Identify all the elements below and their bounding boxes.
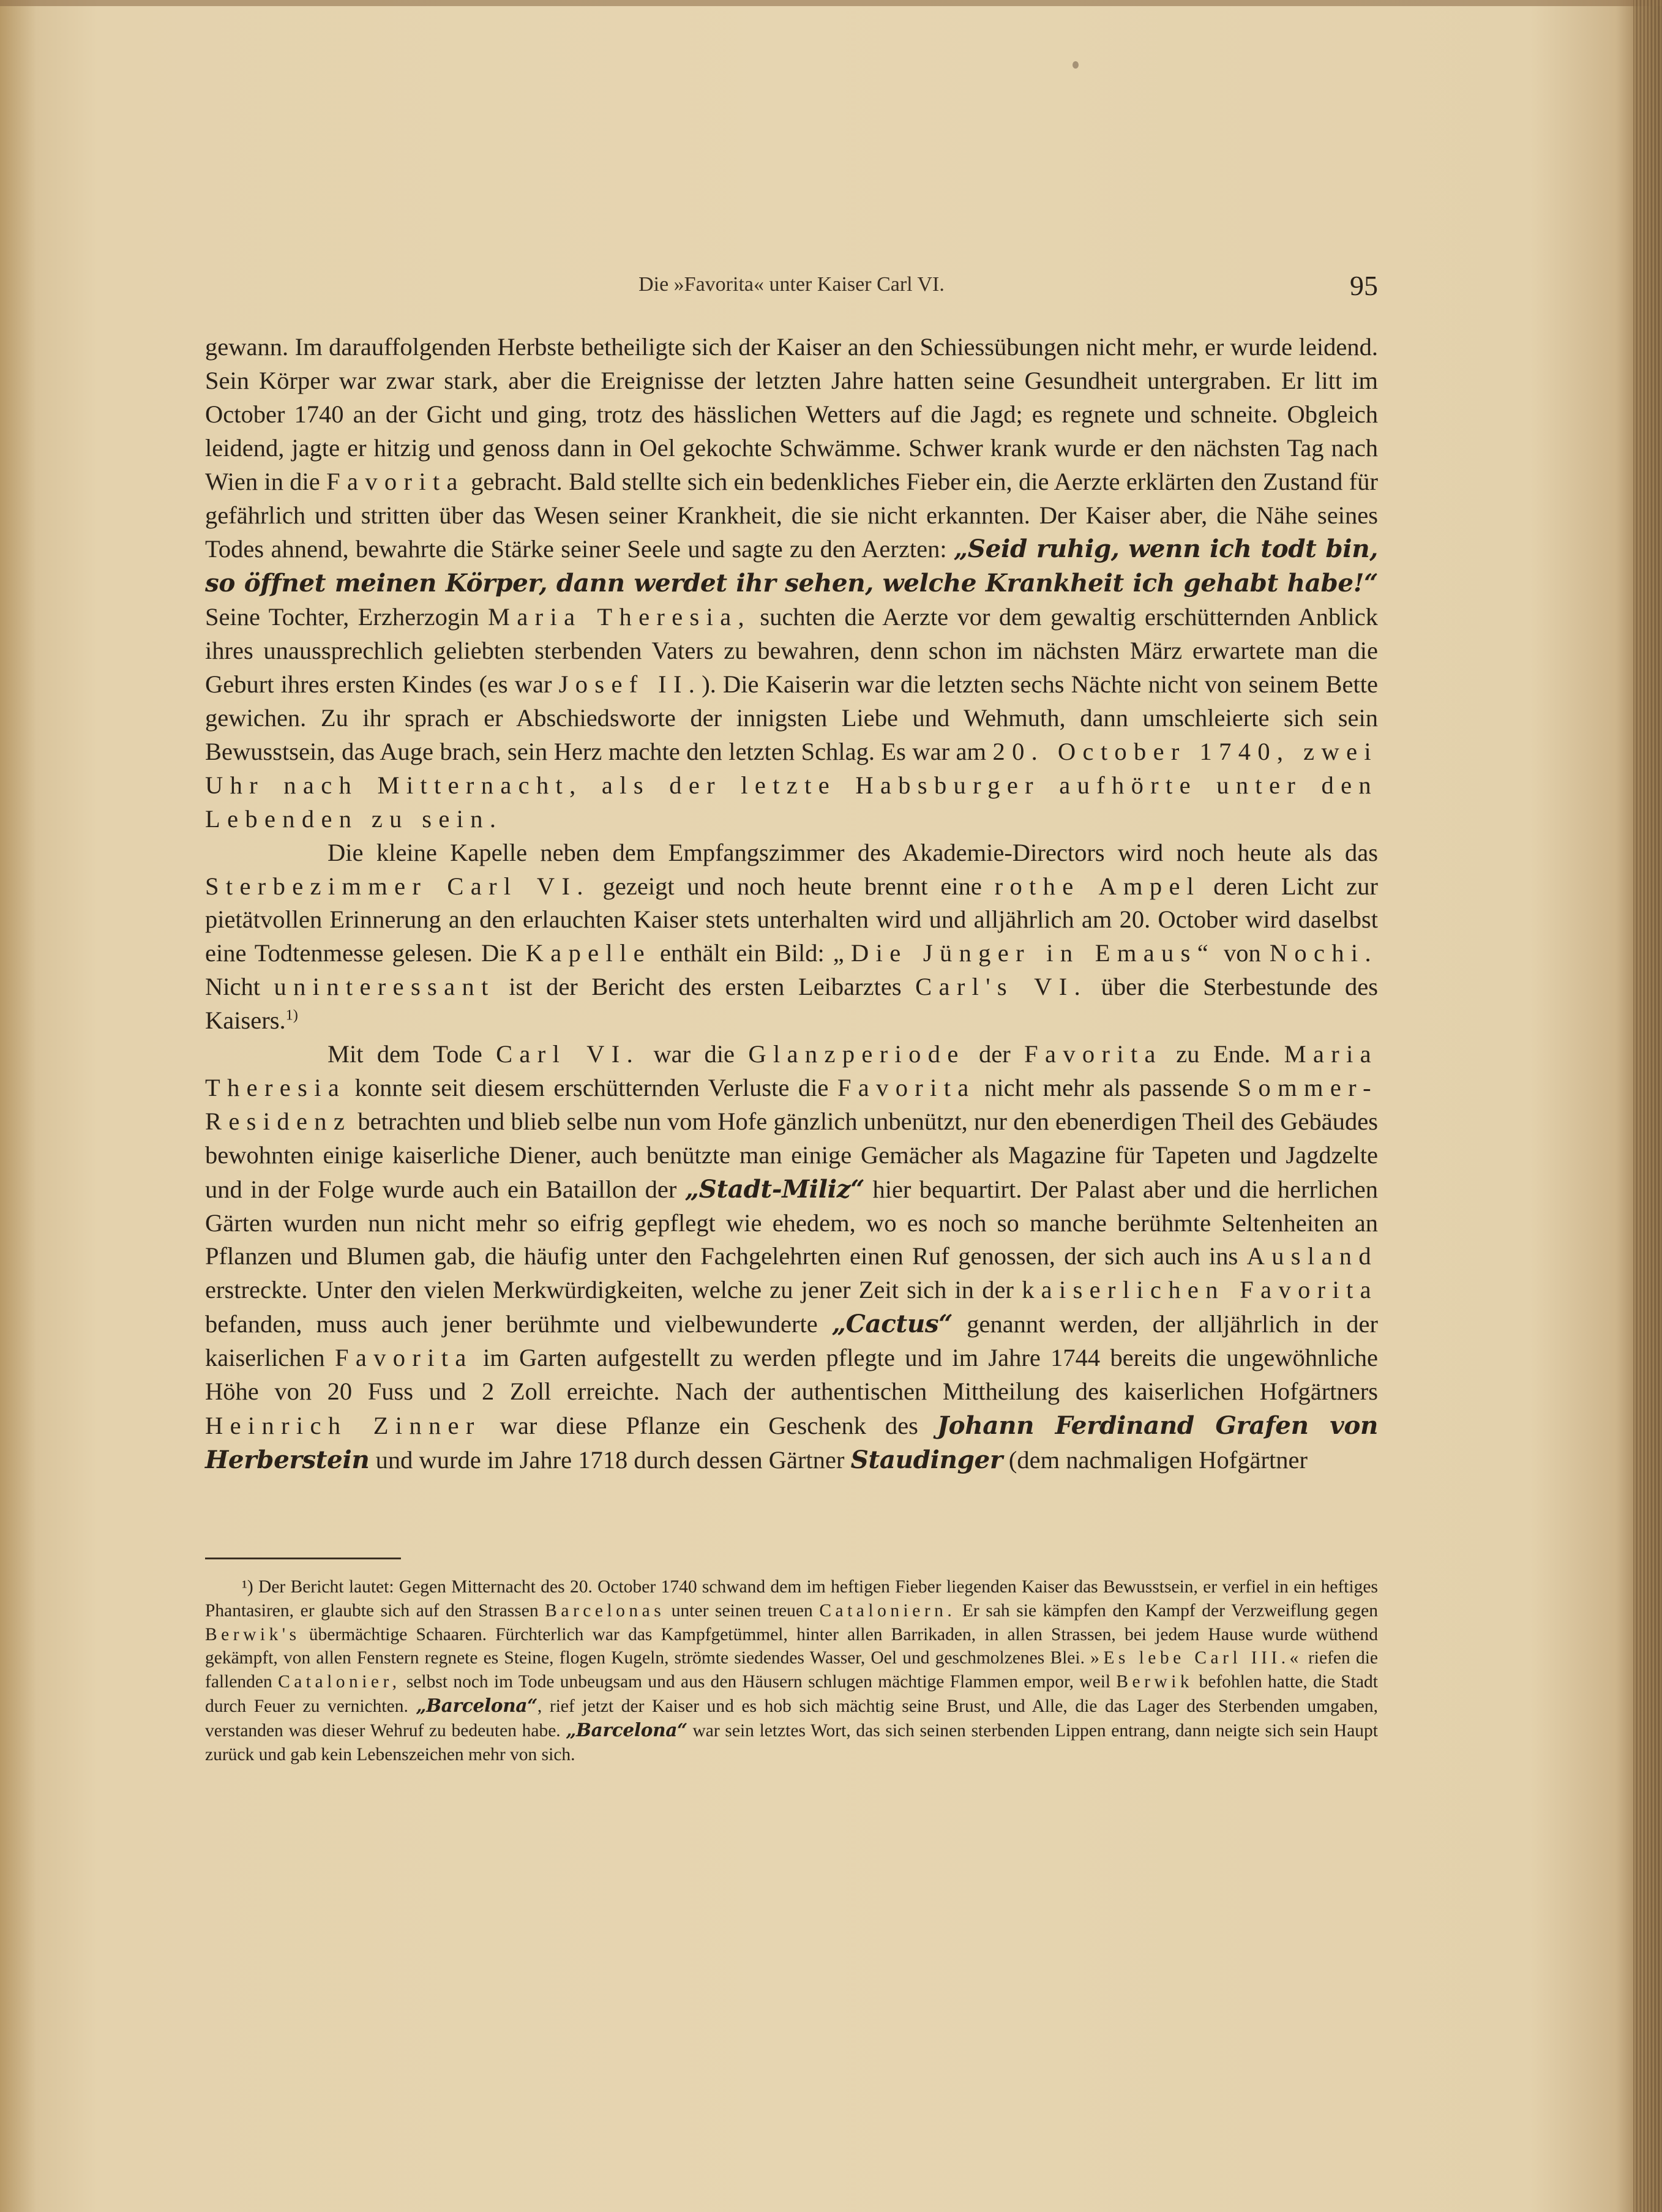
text-run: , rief jetzt der Kaiser und es hob sich mächtig seine Brust, und Alle, die das Lager des Sterbenden umgaben, verstanden was dieser Wehruf zu bedeuten habe. [205, 1696, 1378, 1741]
text-run: im Garten aufgestellt zu werden pflegte und im Jahre 1744 bereits die ungewöhnliche Höhe von 20 Fuss und 2 Zoll erreichte. Nach der authentischen Mittheilung des kaiserlichen Hofgärtners [205, 1344, 1378, 1406]
footnote-reference[interactable]: 1) [285, 1007, 298, 1024]
text-run: deren Licht zur pietätvollen Erinnerung an den erlauchten Kaiser stets unterhalten wird und alljährlich am 20. October wird daselbst eine Todtenmesse gelesen. Die [205, 872, 1379, 967]
text-run: Er sah sie kämpfen den Kampf der Verzweiflung gegen [956, 1600, 1379, 1621]
spaced-text: Favorita [1024, 1040, 1162, 1068]
fraktur-text: „Barcelona“ [416, 1694, 537, 1716]
spaced-text: Nochi. [1269, 939, 1378, 967]
spaced-text: rothe Ampel [994, 872, 1201, 900]
paragraph-2 [205, 836, 1378, 1038]
spaced-text: Josef II. [558, 670, 702, 699]
footnote-mark: ¹) [242, 1577, 253, 1597]
text-run: über die Sterbestunde des Kaisers. [205, 973, 1378, 1035]
text-run: Seine Tochter, Erzherzogin [205, 603, 488, 631]
fraktur-text: „Barcelona“ [566, 1719, 687, 1741]
text-run: zu Ende. [1162, 1040, 1284, 1068]
text-run: ). Die Kaiserin war die letzten sechs Nächte nicht von seinem Bette gewichen. Zu ihr sprach er Abschiedsworte der innigsten Liebe und Wehmuth, dann umschleierte sich sein Bewusstsein, das Auge brach, sein Herz machte den letzten Schlag. Es war am [205, 670, 1378, 765]
text-run: enthält ein Bild: [651, 939, 833, 967]
text-run: von [1215, 939, 1270, 967]
spaced-text: Catalonier, [278, 1672, 401, 1692]
spaced-text: Barcelonas [545, 1600, 665, 1621]
fraktur-quote: „Seid ruhig, wenn ich todt bin, so öffnet meinen Körper, dann werdet ihr sehen, welche Krankheit ich gehabt habe!“ [205, 534, 1378, 598]
spaced-text: Maria Theresia, [487, 603, 752, 631]
text-run: nicht mehr als passende [975, 1073, 1238, 1101]
spaced-text: Sterbezimmer Carl VI. [205, 872, 590, 900]
text-run: befanden, muss auch jener berühmte und vielbewunderte [205, 1310, 832, 1338]
text-run: (dem nachmaligen Hofgärtner [1002, 1445, 1308, 1474]
spaced-text: Berwik [1116, 1672, 1194, 1692]
text-run: selbst noch im Tode unbeugsam und aus den Häusern schlugen mächtige Flammen empor, weil [400, 1672, 1117, 1692]
fraktur-text: Staudinger [850, 1444, 1003, 1474]
page-top-edge [0, 0, 1662, 6]
spaced-text: Ausland [1246, 1242, 1378, 1270]
spaced-text: „Die Jünger in Emaus“ [833, 939, 1216, 967]
paragraph-3 [205, 1038, 1378, 1477]
text-run: Nicht [205, 973, 274, 1001]
text-run: ist der Bericht des ersten Leibarztes [495, 973, 916, 1001]
spaced-text: 20. October 1740, zwei Uhr nach Mitternacht, als der letzte Habsburger aufhörte unter den Lebenden zu sein. [205, 737, 1378, 833]
footnote-paragraph [205, 1575, 1378, 1766]
text-run: war diese Pflanze ein Geschenk des [481, 1412, 937, 1439]
text-run: Der Bericht lautet: Gegen Mitternacht des 20. October 1740 schwand dem im heftigen Fieber liegenden Kaiser das Bewusstsein, er verfiel in ein heftiges Phantasiren, er glaubte sich auf den Strassen [205, 1577, 1378, 1621]
text-run: betrachten und blieb selbe nun vom Hofe gänzlich unbenützt, nur den ebenerdigen Theil des Gebäudes bewohnten einige kaiserliche Diener, auch benützte man einige Gemächer als Magazine für Tapeten und Jagdzelte und in der Folge wurde auch ein Bataillon der [205, 1107, 1378, 1203]
spaced-text: Maria Theresia [205, 1040, 1378, 1101]
page-number: 95 [1350, 270, 1378, 301]
body-text [205, 331, 1378, 1477]
spaced-text: Glanzperiode [748, 1040, 965, 1068]
spaced-text: kaiserlichen Favorita [1022, 1276, 1378, 1304]
fraktur-text: Johann Ferdinand Grafen von Herberstein [205, 1411, 1378, 1474]
text-run: Mit dem Tode [328, 1040, 496, 1068]
text-run: hier bequartirt. Der Palast aber und die herrlichen Gärten wurden nun nicht mehr so eifrig gepflegt wie ehedem, wo es noch so manche berühmte Seltenheiten an Pflanzen und Blumen gab, die häufig unter den Fachgelehrten einen Ruf genossen, der sich auch ins [205, 1175, 1379, 1270]
text-run: riefen die fallenden [205, 1648, 1378, 1692]
spaced-text: Carl's VI. [915, 973, 1088, 1001]
paragraph-1 [205, 331, 1378, 836]
spaced-text: Favorita [326, 467, 465, 495]
spaced-text: »Es lebe Carl III.« [1090, 1648, 1303, 1668]
spaced-text: Carl VI. [496, 1040, 640, 1068]
text-run: suchten die Aerzte vor dem gewaltig erschütternden Anblick ihres unaussprechlich geliebten sterbenden Vaters zu bewahren, denn schon im nächsten März erwartete man die Geburt ihres ersten Kindes (es war [205, 603, 1378, 699]
footnote-divider [205, 1558, 401, 1559]
paper-fleck [1072, 61, 1079, 69]
text-run: konnte seit diesem erschütternden Verluste die [346, 1073, 837, 1101]
fraktur-text: „Cactus“ [831, 1309, 953, 1339]
text-run: gebracht. Bald stellte sich ein bedenkliches Fieber ein, die Aerzte erklärten den Zustand für gefährlich und stritten über das Wesen seiner Krankheit, die sie nicht erkannten. Der Kaiser aber, die Nähe seines Todes ahnend, bewahrte die Stärke seiner Seele und sagte zu den Aerzten: [205, 467, 1379, 563]
spaced-text: Sommer-Residenz [205, 1073, 1378, 1135]
spaced-text: Favorita [334, 1344, 473, 1372]
text-run: gewann. Im darauffolgenden Herbste betheiligte sich der Kaiser an den Schiessübungen nicht mehr, er wurde leidend. Sein Körper war zwar stark, aber die Ereignisse der letzten Jahre hatten seine Gesundheit untergraben. Er litt im October 1740 an der Gicht und ging, trotz des hässlichen Wetters auf die Jagd; es regnete und schneite. Obgleich leidend, jagte er hitzig und genoss dann in Oel gekochte Schwämme. Schwer krank wurde er den nächsten Tag nach Wien in die [205, 333, 1378, 495]
text-run: war die [640, 1040, 749, 1068]
spaced-text: Heinrich Zinner [205, 1412, 481, 1439]
spaced-text: Cataloniern. [819, 1600, 956, 1621]
text-run: gezeigt und noch heute brennt eine [590, 872, 995, 900]
text-run: war sein letztes Wort, das sich seinen sterbenden Lippen entrang, dann neigte sich sein Haupt zurück und gab kein Lebenszeichen mehr von sich. [205, 1720, 1378, 1764]
spaced-text: Kapelle [525, 939, 651, 967]
text-run: und wurde im Jahre 1718 durch dessen Gärtner [369, 1445, 851, 1474]
text-run: unter seinen treuen [665, 1600, 820, 1621]
text-run: erstreckte. Unter den vielen Merkwürdigkeiten, welche zu jener Zeit sich in der [205, 1276, 1022, 1304]
text-run: Die kleine Kapelle neben dem Empfangszimmer des Akademie-Directors wird noch heute als das [328, 838, 1378, 866]
spaced-text: uninteressant [274, 973, 495, 1001]
text-run: genannt werden, der alljährlich in der kaiserlichen [205, 1310, 1378, 1372]
spaced-text: Favorita [837, 1073, 976, 1101]
text-run: übermächtige Schaaren. Fürchterlich war das Kampfgetümmel, hinter allen Barrikaden, in allen Strassen, bei jedem Hause wurde wüthend gekämpft, von allen Fenstern regnete es Steine, flogen Kugeln, strömte siedendes Wasser, Oel und geschmolzenes Blei. [205, 1624, 1378, 1668]
text-run: befohlen hatte, die Stadt durch Feuer zu vernichten. [205, 1672, 1379, 1716]
fraktur-text: „Stadt-Miliz“ [684, 1174, 865, 1204]
footnote [205, 1575, 1378, 1766]
spaced-text: Berwik's [205, 1624, 301, 1644]
book-page-edges [1633, 0, 1662, 2212]
running-head: Die »Favorita« unter Kaiser Carl VI. [638, 273, 945, 296]
text-run: der [965, 1040, 1025, 1068]
